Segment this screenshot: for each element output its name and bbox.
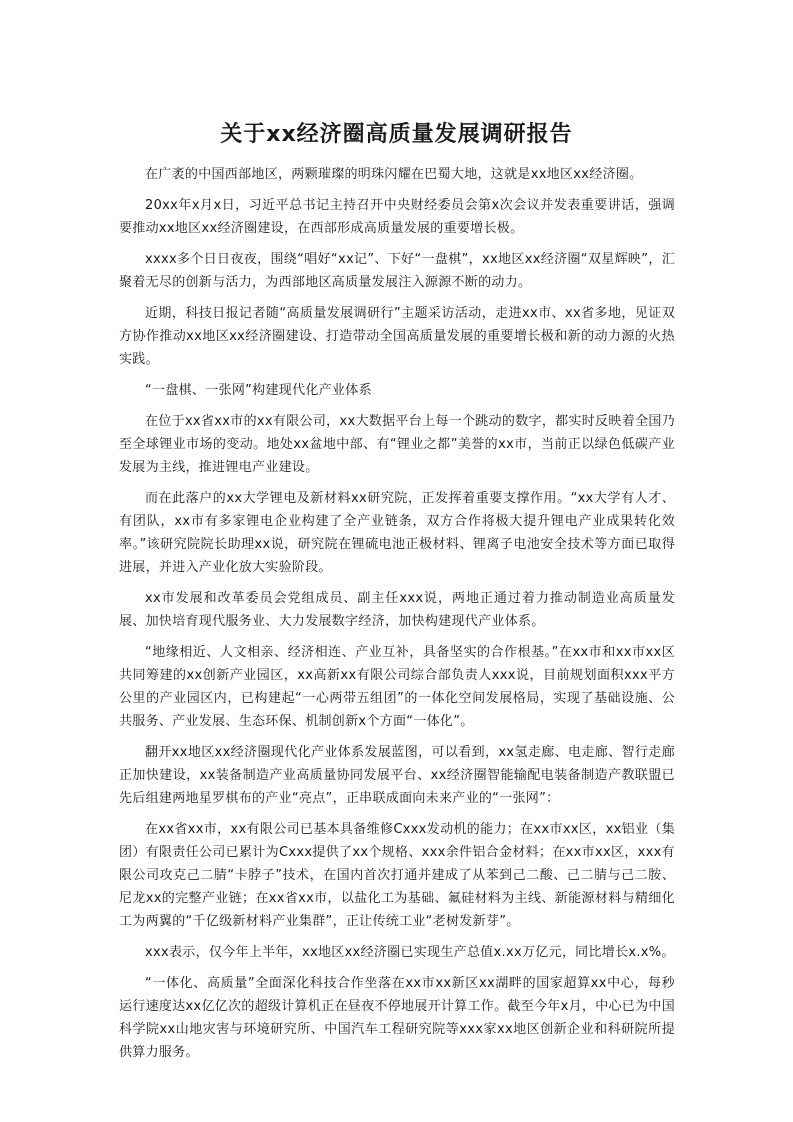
paragraph: 翻开xx地区xx经济圈现代化产业体系发展蓝图，可以看到，xx氢走廊、电走廊、智行走廊正加快建设，xx装备制造产业高质量协同发展平台、xx经济圈智能输配电装备制造产教联盟已先后组建两地星罗棋布的产业“亮点”，正串联成面向未来产业的“一张网”： (119, 745, 675, 806)
document-body (119, 163, 675, 1072)
paragraph: xxx表示，仅今年上半年，xx地区xx经济圈已实现生产总值x.xx万亿元，同比增长x.x%。 (145, 945, 675, 960)
paragraph: 在位于xx省xx市的xx有限公司，xx大数据平台上每一个跳动的数字，都实时反映着全国乃至全球锂业市场的变动。地处xx盆地中部、有“锂业之都”美誉的xx市，当前正以绿色低碳产业发展为主线，推进锂电产业建设。 (119, 414, 675, 475)
paragraph: 近期，科技日报记者随“高质量发展调研行”主题采访活动，走进xx市、xx省多地，见证双方协作推动xx地区xx经济圈建设、打造带动全国高质量发展的重要增长极和新的动力源的火热实践。 (119, 306, 675, 367)
paragraph: 而在此落户的xx大学锂电及新材料xx研究院，正发挥着重要支撑作用。“xx大学有人才、有团队，xx市有多家锂电企业构建了全产业链条，双方合作将极大提升锂电产业成果转化效率。”该研究院院长助理xx说，研究院在锂硫电池正极材料、锂离子电池安全技术等方面已取得进展，并进入产业化放大实验阶段。 (119, 491, 675, 575)
paragraph: 在xx省xx市，xx有限公司已基本具备维修Cxxx发动机的能力；在xx市xx区，xx铝业（集团）有限责任公司已累计为Cxxx提供了xx个规格、xxx余件铝合金材料；在xx市xx区，xxx有限公司攻克己二腈“卡脖子”技术，在国内首次打通并建成了从苯到己二酸、己二腈与己二胺、尼龙xx的完整产业链；在xx省xx市，以盐化工为基础、氟硅材料为主线、新能源材料与精细化工为两翼的“千亿级新材料产业集群”，正让传统工业“老树发新芽”。 (119, 822, 675, 929)
paragraph: 20xx年x月x日，习近平总书记主持召开中央财经委员会第x次会议并发表重要讲话，强调要推动xx地区xx经济圈建设，在西部形成高质量发展的重要增长极。 (119, 198, 675, 236)
paragraph: 在广袤的中国西部地区，两颗璀璨的明珠闪耀在巴蜀大地，这就是xx地区xx经济圈。 (145, 167, 643, 182)
paragraph: xxxx多个日日夜夜，围绕“唱好“xx记”、下好“一盘棋”，xx地区xx经济圈“双星辉映”，汇聚着无尽的创新与活力，为西部地区高质量发展注入源源不断的动力。 (119, 252, 675, 290)
paragraph: xx市发展和改革委员会党组成员、副主任xxx说，两地正通过着力推动制造业高质量发展、加快培育现代服务业、大力发展数字经济，加快构建现代产业体系。 (119, 591, 675, 629)
section-heading: “一盘棋、一张网”构建现代化产业体系 (145, 383, 372, 398)
document-title: 关于xx经济圈高质量发展调研报告 (220, 122, 573, 147)
paragraph: “一体化、高质量”全面深化科技合作坐落在xx市xx新区xx湖畔的国家超算xx中心，每秒运行速度达xx亿亿次的超级计算机正在昼夜不停地展开计算工作。截至今年x月，中心已为中国科学院xx山地灾害与环境研究所、中国汽车工程研究院等xxx家xx地区创新企业和科研院所提供算力服务。 (119, 976, 675, 1060)
paragraph: “地缘相近、人文相亲、经济相连、产业互补，具备坚实的合作根基。”在xx市和xx市xx区共同筹建的xx创新产业园区，xx高新xx有限公司综合部负责人xxx说，目前规划面积xxx平方公里的产业园区内，已构建起“一心两带五组团”的一体化空间发展格局，实现了基础设施、公共服务、产业发展、生态环保、机制创新x个方面“一体化”。 (119, 645, 675, 729)
